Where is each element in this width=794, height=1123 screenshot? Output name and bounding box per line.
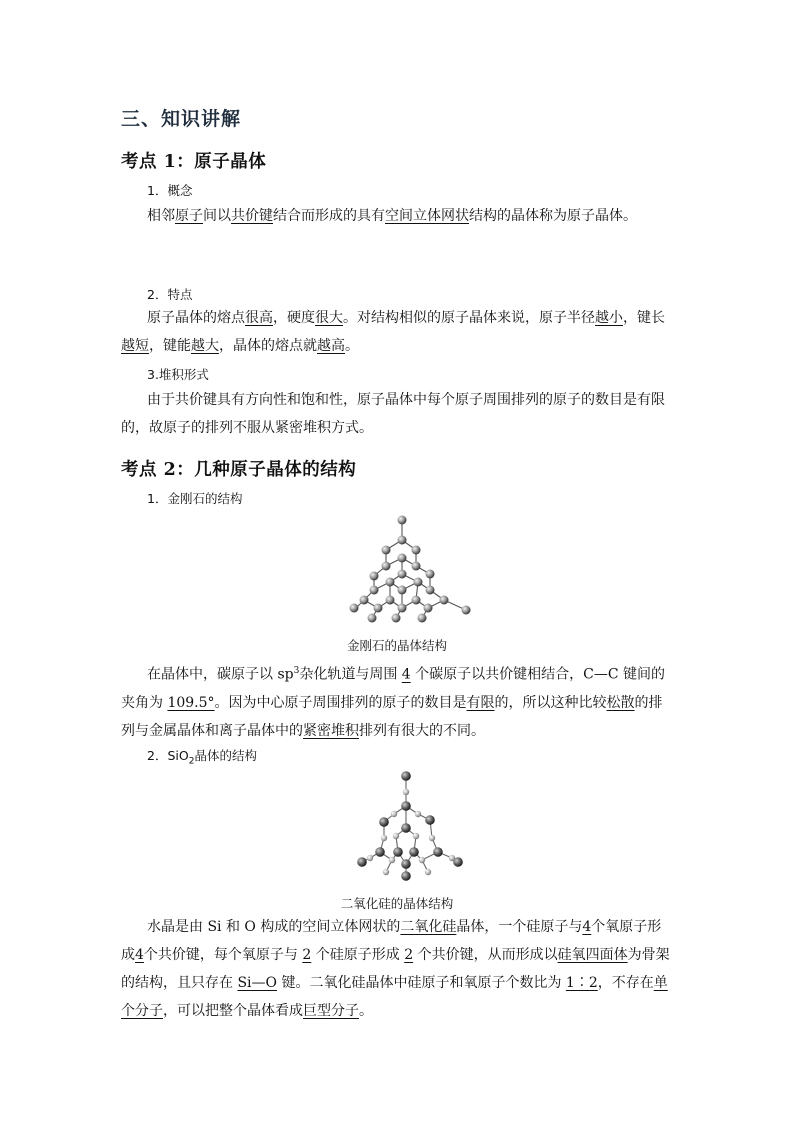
- sio2-structure-figure: [356, 768, 464, 886]
- packing-paragraph: 由于共价键具有方向性和饱和性，原子晶体中每个原子周围排列的原子的数目是有限的，故原子的排列不服从紧密堆积方式。: [121, 392, 665, 436]
- diamond-paragraph: 在晶体中，碳原子以 $sp^3$杂化轨道与周围 4 个碳原子以共价键相结合，C—C 键间的夹角为 109.5°。因为中心原子周围排列的原子的数目是有限的，所以这种比较松散的排列与金属晶体和离子晶体中的紧密堆积排列有很大的不同。: [121, 666, 666, 739]
- kp1-s3-label: 3.堆积形式: [147, 367, 209, 382]
- kp1-heading: 考点 1：原子晶体: [121, 152, 267, 172]
- kp2-heading: 考点 2：几种原子晶体的结构: [121, 460, 357, 480]
- features-paragraph: 原子晶体的熔点很高，硬度很大。对结构相似的原子晶体来说，原子半径越小，键长越短，键能越大，晶体的熔点就越高。: [121, 310, 665, 354]
- kp2-s1-label: 1．金刚石的结构: [147, 491, 243, 506]
- kp1-s2-label: 2．特点: [147, 287, 193, 302]
- diamond-caption: 金刚石的晶体结构: [346, 638, 447, 653]
- diamond-structure-figure: [346, 510, 478, 628]
- kp1-s1-label: 1．概念: [147, 183, 193, 198]
- section-title: 三、知识讲解: [121, 108, 242, 130]
- kp2-s2-label: 2．SiO$_2$晶体的结构: [147, 748, 257, 767]
- sio2-paragraph: 水晶是由 Si 和 O 构成的空间立体网状的二氧化硅晶体，一个硅原子与4个氧原子形成4个共价键，每个氧原子与 2 个硅原子形成 2 个共价键，从而形成以硅氧四面体为骨架的结构，且只存在 Si—O 键。二氧化硅晶体中硅原子和氧原子个数比为 1∶2，不存在单个分子，可以把整个晶体看成巨型分子。: [121, 919, 670, 1019]
- sio2-caption: 二氧化硅的晶体结构: [340, 896, 454, 911]
- definition-paragraph: 相邻原子间以共价键结合而形成的具有空间立体网状结构的晶体称为原子晶体。: [147, 208, 637, 224]
